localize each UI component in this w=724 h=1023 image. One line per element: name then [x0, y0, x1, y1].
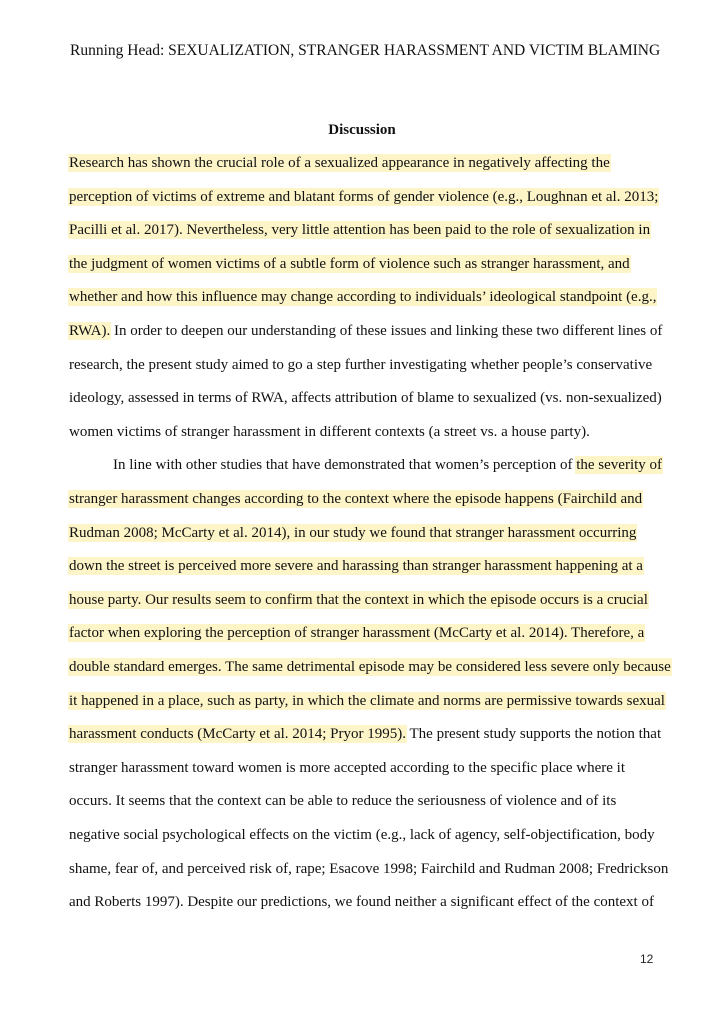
text-line	[69, 321, 662, 341]
text-span: shame, fear of, and perceived risk of, rape; Esacove 1998; Fairchild and Rudman 2008; Fredrickson	[69, 860, 669, 877]
highlighted-text: Pacilli et al. 2017). Nevertheless, very little attention has been paid to the role of sexualization in	[69, 222, 651, 239]
text-line	[69, 187, 658, 207]
text-line	[69, 657, 671, 677]
highlighted-text: whether and how this influence may change according to individuals’ ideological standpoint (e.g.,	[69, 289, 657, 306]
highlighted-text: Rudman 2008; McCarty et al. 2014), in our study we found that stranger harassment occurring	[69, 524, 637, 541]
text-span: negative social psychological effects on the victim (e.g., lack of agency, self-objectification, body	[69, 827, 655, 843]
text-line	[69, 623, 644, 643]
highlighted-text: RWA).	[69, 323, 111, 339]
highlighted-text: double standard emerges. The same detrimental episode may be considered less severe only because	[69, 659, 671, 675]
text-span: In line with other studies that have demonstrated that women’s perception of	[113, 457, 577, 474]
text-line	[69, 791, 616, 811]
text-line	[69, 859, 668, 879]
text-line	[69, 153, 610, 173]
text-line	[69, 422, 590, 442]
highlighted-text: harassment conducts (McCarty et al. 2014; Pryor 1995).	[69, 726, 407, 743]
text-line	[69, 489, 642, 509]
text-line	[69, 355, 652, 375]
highlighted-text: down the street is perceived more severe and harassing than stranger harassment happening at a	[69, 558, 643, 575]
text-span: stranger harassment toward women is more accepted according to the specific place where it	[69, 759, 626, 776]
text-line	[69, 691, 665, 711]
highlighted-text: house party. Our results seem to confirm that the context in which the episode occurs is a crucial	[69, 591, 648, 608]
text-line	[69, 590, 648, 610]
text-span: The present study supports the notion that	[406, 726, 662, 743]
highlighted-text: Research has shown the crucial role of a sexualized appearance in negatively affecting the	[69, 155, 610, 171]
text-span: and Roberts 1997). Despite our predictions, we found neither a significant effect of the context of	[69, 894, 654, 911]
text-line	[69, 825, 655, 845]
page-number: 12	[640, 952, 654, 966]
text-span: occurs. It seems that the context can be able to reduce the seriousness of violence and of its	[69, 793, 617, 810]
highlighted-text: the judgment of women victims of a subtle form of violence such as stranger harassment, and	[69, 255, 630, 272]
text-line	[69, 254, 630, 274]
section-title: Discussion	[328, 122, 396, 138]
text-line	[69, 220, 650, 240]
text-line	[69, 892, 654, 912]
highlighted-text: factor when exploring the perception of stranger harassment (McCarty et al. 2014). Therefore, a	[69, 625, 645, 642]
text-line	[69, 388, 662, 408]
text-line	[113, 455, 662, 475]
running-head: Running Head: SEXUALIZATION, STRANGER HARASSMENT AND VICTIM BLAMING	[70, 42, 661, 59]
text-line	[69, 523, 636, 543]
text-span: women victims of stranger harassment in different contexts (a street vs. a house party).	[69, 423, 590, 440]
text-span: research, the present study aimed to go a step further investigating whether people’s conservative	[69, 356, 653, 373]
text-line	[69, 758, 625, 778]
text-span: ideology, assessed in terms of RWA, affects attribution of blame to sexualized (vs. non-sexualized)	[69, 390, 662, 407]
text-line	[69, 556, 643, 576]
text-line	[69, 724, 661, 744]
highlighted-text: it happened in a place, such as party, in which the climate and norms are permissive towards sexual	[69, 692, 665, 709]
highlighted-text: the severity of	[576, 457, 663, 474]
text-line	[69, 287, 656, 307]
highlighted-text: perception of victims of extreme and blatant forms of gender violence (e.g., Loughnan et al. 2013;	[69, 188, 659, 205]
highlighted-text: stranger harassment changes according to the context where the episode happens (Fairchild and	[69, 491, 643, 507]
text-span: In order to deepen our understanding of these issues and linking these two different lines of	[110, 323, 663, 339]
